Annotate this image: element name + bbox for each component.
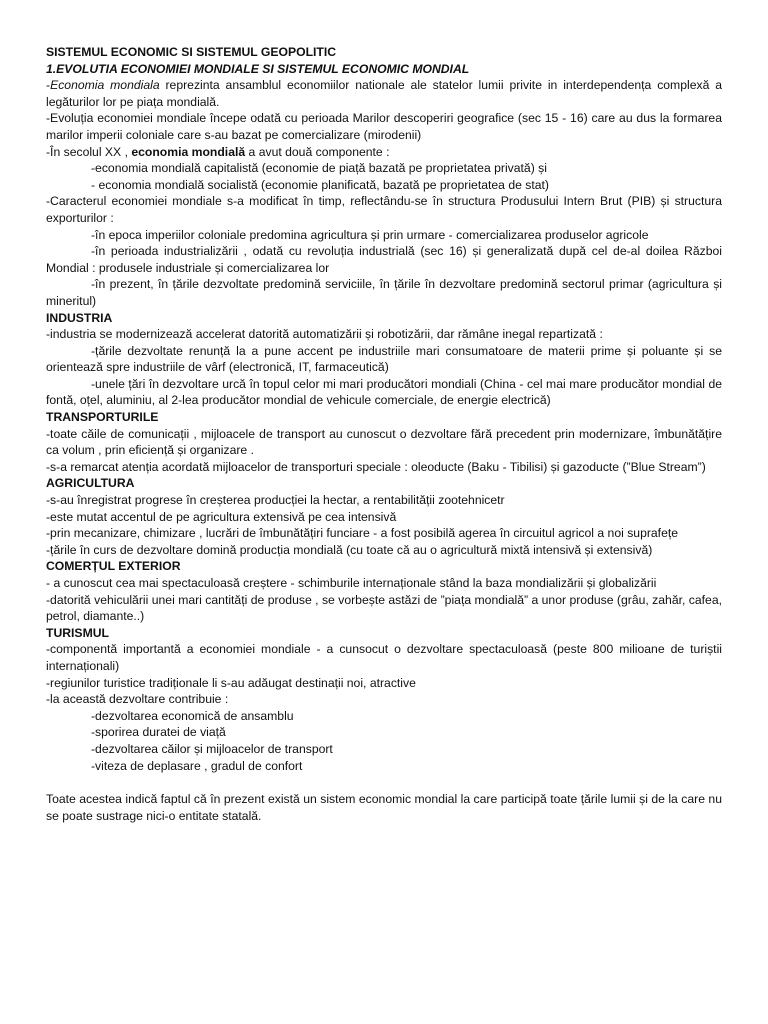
comert-line: - a cunoscut cea mai spectaculoasă creștere - schimburile internaționale stând la baza mondializării și globalizării (46, 576, 657, 590)
agricultura-line: -prin mecanizare, chimizare , lucrări de îmbunătățiri funciare - a fost posibilă agerea în circuitul agricol a noi suprafețe (46, 526, 679, 541)
conclusion-paragraph: Toate acestea indică faptul că în prezent există un sistem economic mondial la care participă toate țările lumii și de la care nu se poate sustrage nici-o entitate statală. (46, 792, 722, 823)
turism-factor: -dezvoltarea economică de ansamblu (91, 708, 294, 723)
evolution-paragraph: -Evoluția economiei mondiale începe odată cu perioada Marilor descoperiri geografice (sec 15 - 16) care au dus la formarea marilor imperii coloniale care s-au bazat pe comercializare (mirodenii) (46, 111, 722, 142)
document-title: SISTEMUL ECONOMIC SI SISTEMUL GEOPOLITIC (46, 45, 337, 59)
xx-century-post: a avut două componente : (245, 144, 390, 159)
character-item: -în epoca imperiilor coloniale predomina agricultura și prin urmare - comercializarea produselor agricole (91, 227, 649, 242)
xx-century-pre: -În secolul XX , (46, 144, 132, 159)
agricultura-line: -s-au înregistrat progrese în creșterea producției la hectar, a rentabilității zootehnicetr (46, 493, 505, 508)
turism-line: -regiunilor turistice tradiționale li s-au adăugat destinații noi, atractive (46, 675, 416, 690)
agricultura-line: -țările în curs de dezvoltare domină producția mondială (cu toate că au o agricultură mixtă intensivă și extensivă) (46, 542, 653, 557)
industria-line: -industria se modernizează accelerat datorită automatizării și robotizării, dar rămâne inegal repartizată : (46, 327, 603, 342)
definition-text: reprezinta ansamblul economiilor nationale ale statelor lumii privite in interdependența complexă a legăturilor lor pe piața mondială. (46, 78, 723, 109)
xx-century-paragraph (46, 144, 722, 161)
turism-line: -componentă importantă a economiei mondiale - a cunsocut o dezvoltare spectaculoasă (peste 800 milioane de turiștii internaționali) (46, 642, 722, 673)
xx-century-bold: economia mondială (131, 144, 246, 159)
section-subtitle: 1.EVOLUTIA ECONOMIEI MONDIALE SI SISTEMUL ECONOMIC MONDIAL (46, 61, 470, 76)
heading-turismul: TURISMUL (46, 625, 109, 640)
component-item: -economia mondială capitalistă (economie de piață bazată pe proprietatea privată) și (91, 161, 547, 176)
character-item: -în prezent, în țările dezvoltate predomină serviciile, în țările în dezvoltare predomină sectorul primar (agricultura și mineritul) (46, 277, 722, 308)
transport-line: -toate căile de comunicații , mijloacele de transport au cunoscut o dezvoltare fără precedent prin modernizare, îmbunătățire ca volum , prin eficiență și organizare . (46, 426, 722, 458)
turism-factor: -dezvoltarea căilor și mijloacelor de transport (91, 741, 333, 756)
turism-factor: -viteza de deplasare , gradul de confort (91, 758, 303, 773)
document-body (46, 44, 722, 824)
definition-dash: - (46, 78, 51, 93)
industria-line: -țările dezvoltate renunță la a pune accent pe industriile mari consumatoare de materii prime și poluante și se orientează spre industriile de vârf (electronică, IT, farmaceutică) (46, 343, 722, 375)
agricultura-line: -este mutat accentul de pe agricultura extensivă pe cea intensivă (46, 509, 397, 524)
heading-comert-exterior: COMERȚUL EXTERIOR (46, 559, 181, 574)
transport-line: -s-a remarcat atenția acordată mijloacelor de transporturi speciale : oleoducte (Baku - Tibilisi) și gazoducte (”Blue Stream”) (46, 459, 706, 474)
paragraph-spacer (46, 774, 722, 791)
turism-factor: -sporirea duratei de viață (91, 725, 226, 740)
comert-line: -datorită vehiculării unei mari cantități de produse , se vorbește astăzi de ”piața mondială” a unor produse (grâu, zahăr, cafea, petrol, diamante..) (46, 592, 722, 624)
heading-agricultura: AGRICULTURA (46, 476, 135, 491)
heading-transporturile: TRANSPORTURILE (46, 410, 159, 425)
character-paragraph: -Caracterul economiei mondiale s-a modificat în timp, reflectându-se în structura Produsului Intern Brut (PIB) și structura exporturilor : (46, 194, 722, 225)
definition-term: Economia mondiala (50, 78, 160, 93)
heading-industria: INDUSTRIA (46, 310, 113, 325)
character-item: -în perioada industrializării , odată cu revoluția industrială (sec 16) și generalizată după cel de-al doilea Război Mondial : produsele industriale și comercializarea lor (46, 244, 722, 275)
turism-line: -la această dezvoltare contribuie : (46, 692, 229, 707)
industria-line: -unele țări în dezvoltare urcă în topul celor mi mari producători mondiali (China - cel mai mare producător mondial de fontă, oțel, aluminiu, al 2-lea producător mondial de vehicule comerciale, de energie electrică) (46, 376, 722, 408)
component-item: - economia mondială socialistă (economie planificată, bazată pe proprietatea de stat) (91, 177, 549, 192)
definition-paragraph (46, 77, 722, 110)
